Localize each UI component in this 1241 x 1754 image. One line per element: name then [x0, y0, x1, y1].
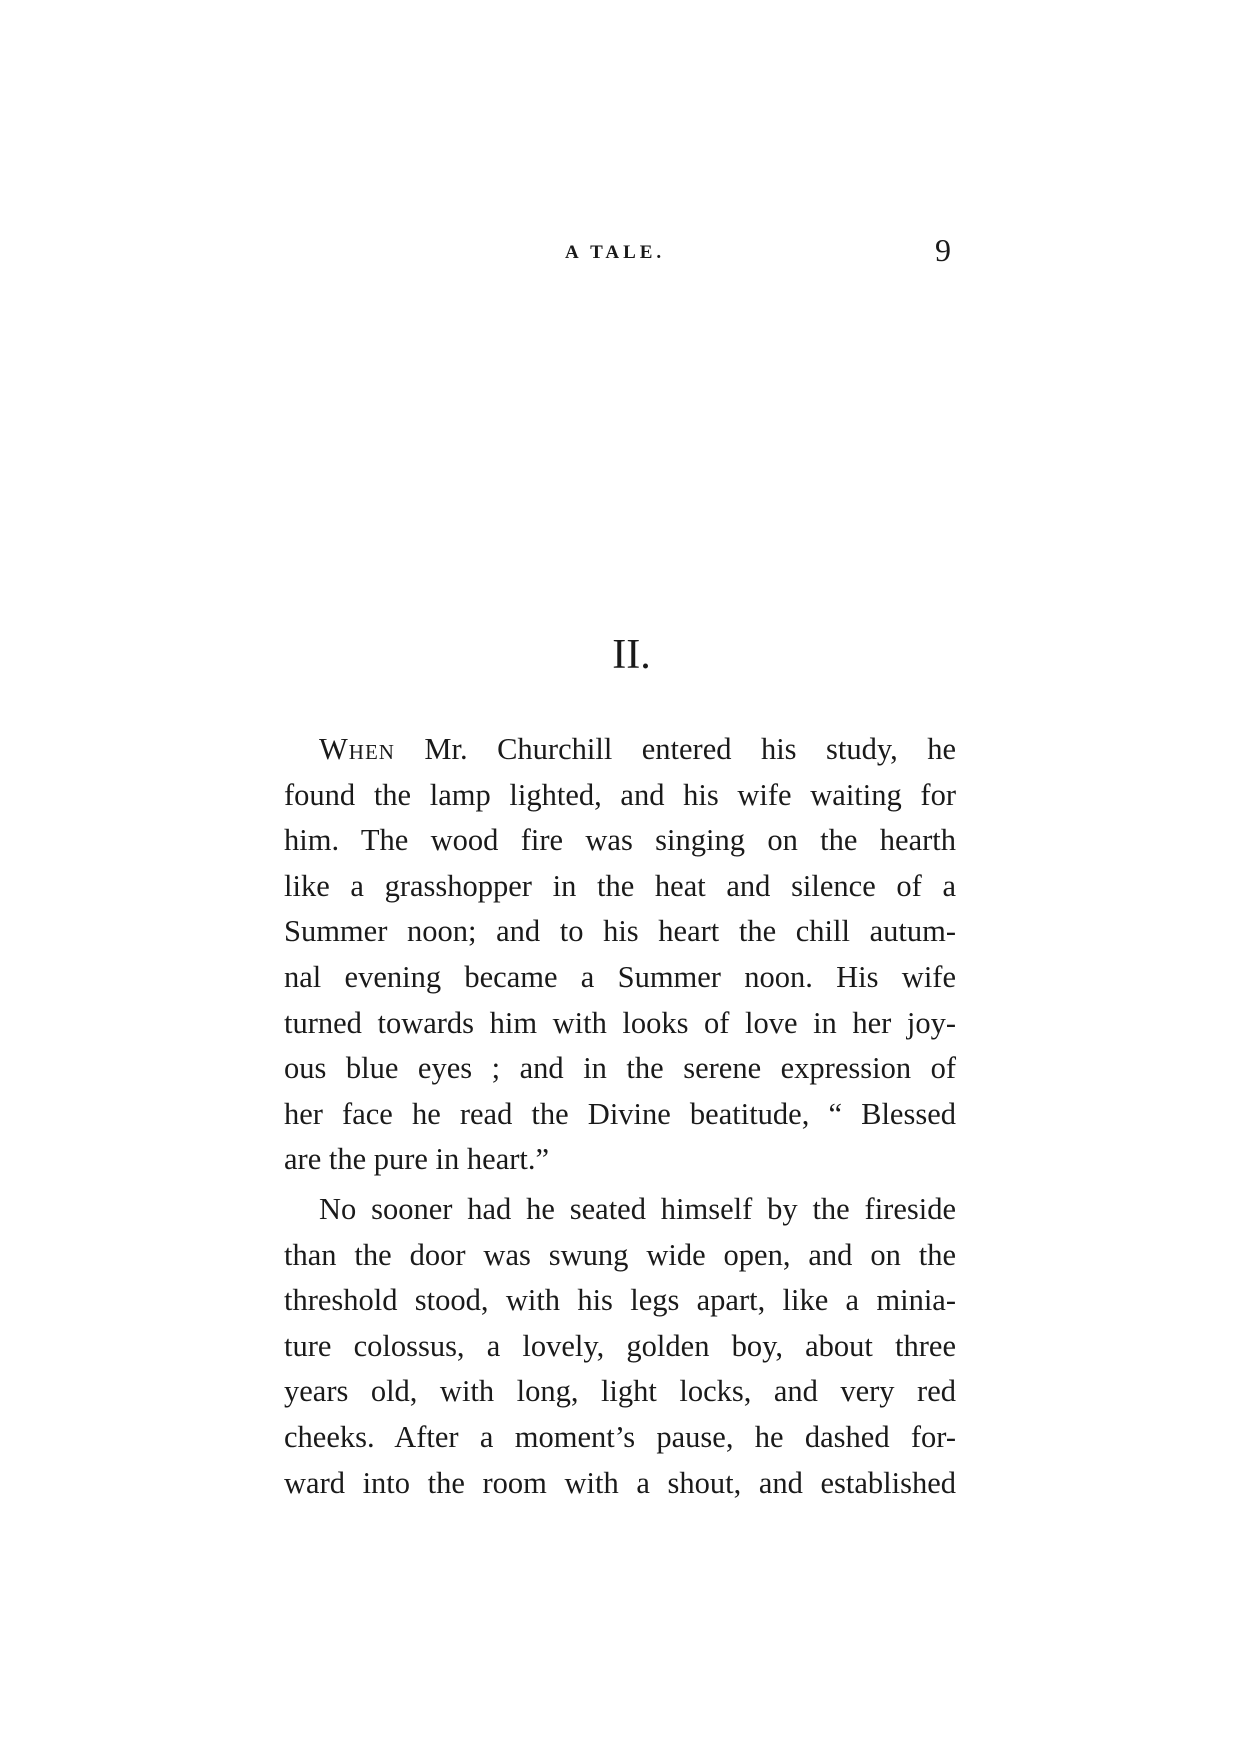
text-line: threshold stood, with his legs apart, like a minia-	[284, 1283, 956, 1318]
text-line: like a grasshopper in the heat and silence of a	[284, 868, 956, 903]
chapter-number: II.	[612, 632, 651, 678]
text-line: are the pure in heart.”	[284, 1142, 550, 1177]
text-line: ture colossus, a lovely, golden boy, about three	[284, 1328, 956, 1363]
text-line: Mr. Churchill entered his study, he	[394, 732, 956, 766]
text-line: her face he read the Divine beatitude, “ Blessed	[284, 1096, 956, 1131]
body-text	[284, 727, 956, 1506]
text-line: nal evening became a Summer noon. His wife	[284, 959, 956, 994]
running-header	[0, 232, 1241, 276]
text-line: years old, with long, light locks, and very red	[284, 1374, 956, 1409]
text-line: ous blue eyes ; and in the serene expression of	[284, 1051, 956, 1086]
lead-word: When	[319, 732, 395, 766]
text-line: him. The wood fire was singing on the hearth	[284, 823, 956, 858]
text-line: turned towards him with looks of love in her joy-	[284, 1005, 956, 1040]
text-line: found the lamp lighted, and his wife waiting for	[284, 777, 956, 812]
text-line: ward into the room with a shout, and established	[284, 1465, 956, 1500]
text-line: cheeks. After a moment’s pause, he dashed for-	[284, 1419, 956, 1454]
text-line: No sooner had he seated himself by the fireside	[319, 1191, 956, 1226]
text-line: than the door was swung wide open, and on the	[284, 1237, 956, 1272]
text-line: Summer noon; and to his heart the chill autum-	[284, 914, 956, 949]
page-number: 9	[935, 232, 951, 268]
paragraph-1-line-1	[284, 727, 956, 773]
running-title: A TALE.	[565, 242, 666, 263]
